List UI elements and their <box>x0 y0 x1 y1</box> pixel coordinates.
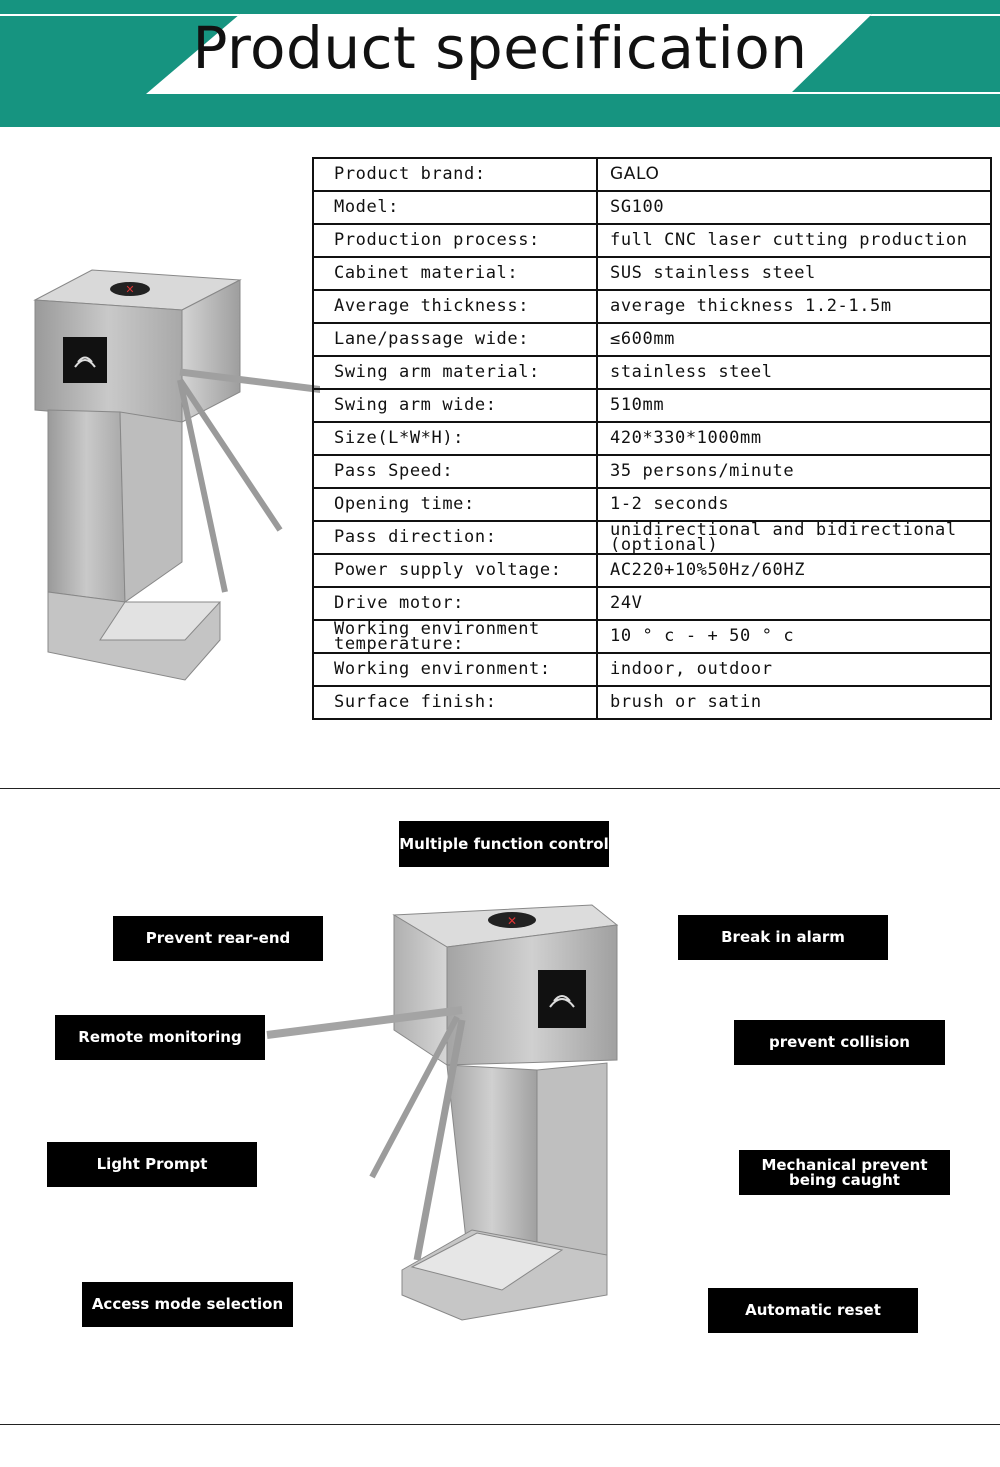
spec-label: Size(L*W*H): <box>313 422 597 455</box>
section-divider <box>0 788 1000 789</box>
feature-label-light-prompt: Light Prompt <box>47 1142 257 1187</box>
spec-value: indoor, outdoor <box>597 653 991 686</box>
table-row <box>313 191 991 224</box>
feature-label-remote-monitoring: Remote monitoring <box>55 1015 265 1060</box>
table-row <box>313 323 991 356</box>
table-row <box>313 521 991 554</box>
spec-label: Working environment temperature: <box>313 620 597 653</box>
spec-value: GALO <box>597 158 991 191</box>
feature-label-prevent-collision: prevent collision <box>734 1020 945 1065</box>
spec-label: Pass direction: <box>313 521 597 554</box>
spec-label: Lane/passage wide: <box>313 323 597 356</box>
spec-value: 35 persons/minute <box>597 455 991 488</box>
spec-value: brush or satin <box>597 686 991 719</box>
table-row <box>313 653 991 686</box>
feature-label-automatic-reset: Automatic reset <box>708 1288 918 1333</box>
spec-table <box>312 157 992 720</box>
table-row <box>313 620 991 653</box>
svg-text:✕: ✕ <box>125 283 135 296</box>
spec-value: SUS stainless steel <box>597 257 991 290</box>
feature-label-prevent-rear-end: Prevent rear-end <box>113 916 323 961</box>
spec-value: AC220+10%50Hz/60HZ <box>597 554 991 587</box>
table-row <box>313 554 991 587</box>
feature-label-mechanical-prevent: Mechanical prevent being caught <box>739 1150 950 1195</box>
table-row <box>313 422 991 455</box>
spec-label: Opening time: <box>313 488 597 521</box>
spec-label: Surface finish: <box>313 686 597 719</box>
table-row <box>313 587 991 620</box>
turnstile-feature-illustration <box>262 895 622 1325</box>
spec-label: Swing arm material: <box>313 356 597 389</box>
table-row <box>313 488 991 521</box>
spec-value: 24V <box>597 587 991 620</box>
page-title: Product specification <box>192 14 808 82</box>
spec-value: average thickness 1.2-1.5m <box>597 290 991 323</box>
bottom-divider <box>0 1424 1000 1425</box>
spec-label: Product brand: <box>313 158 597 191</box>
spec-label: Power supply voltage: <box>313 554 597 587</box>
spec-label: Swing arm wide: <box>313 389 597 422</box>
feature-label-access-mode: Access mode selection <box>82 1282 293 1327</box>
feature-label-break-in-alarm: Break in alarm <box>678 915 888 960</box>
table-row <box>313 158 991 191</box>
spec-label: Model: <box>313 191 597 224</box>
table-row <box>313 257 991 290</box>
spec-value: 420*330*1000mm <box>597 422 991 455</box>
table-row <box>313 290 991 323</box>
spec-value: unidirectional and bidirectional (optional) <box>597 521 991 554</box>
table-row <box>313 356 991 389</box>
feature-label-multiple-function: Multiple function control <box>399 821 609 867</box>
spec-label: Working environment: <box>313 653 597 686</box>
spec-label: Drive motor: <box>313 587 597 620</box>
spec-value: 510mm <box>597 389 991 422</box>
table-row <box>313 455 991 488</box>
spec-label: Cabinet material: <box>313 257 597 290</box>
turnstile-illustration <box>30 262 320 692</box>
spec-label: Pass Speed: <box>313 455 597 488</box>
spec-value: 10 ° c - + 50 ° c <box>597 620 991 653</box>
spec-value: SG100 <box>597 191 991 224</box>
table-row <box>313 686 991 719</box>
spec-label: Average thickness: <box>313 290 597 323</box>
spec-value: 1-2 seconds <box>597 488 991 521</box>
table-row <box>313 224 991 257</box>
table-row <box>313 389 991 422</box>
spec-value: ≤600mm <box>597 323 991 356</box>
svg-text:✕: ✕ <box>506 914 518 928</box>
spec-label: Production process: <box>313 224 597 257</box>
spec-value: full CNC laser cutting production <box>597 224 991 257</box>
spec-value: stainless steel <box>597 356 991 389</box>
